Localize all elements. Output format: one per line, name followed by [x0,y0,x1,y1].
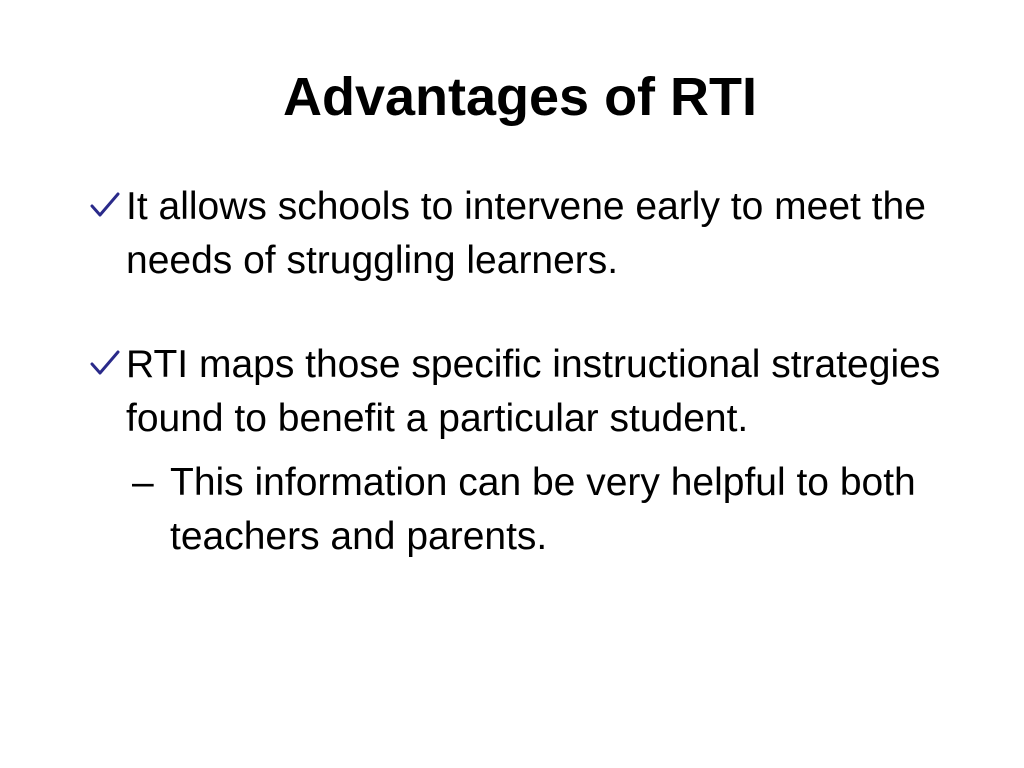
checkmark-icon [88,338,122,392]
sub-bullet-text: This information can be very helpful to both teachers and parents. [170,461,916,558]
bullet-text: It allows schools to intervene early to meet the needs of struggling learners. [126,185,926,282]
checkmark-icon [88,180,122,234]
bullet-text: RTI maps those specific instructional strategies found to benefit a particular student. [126,343,941,440]
sub-bullet-item [132,456,968,564]
bullet-list [88,180,968,564]
bullet-item [88,338,968,564]
dash-marker: – [132,461,154,504]
slide-title: Advantages of RTI [282,67,758,127]
bullet-item [88,180,968,288]
